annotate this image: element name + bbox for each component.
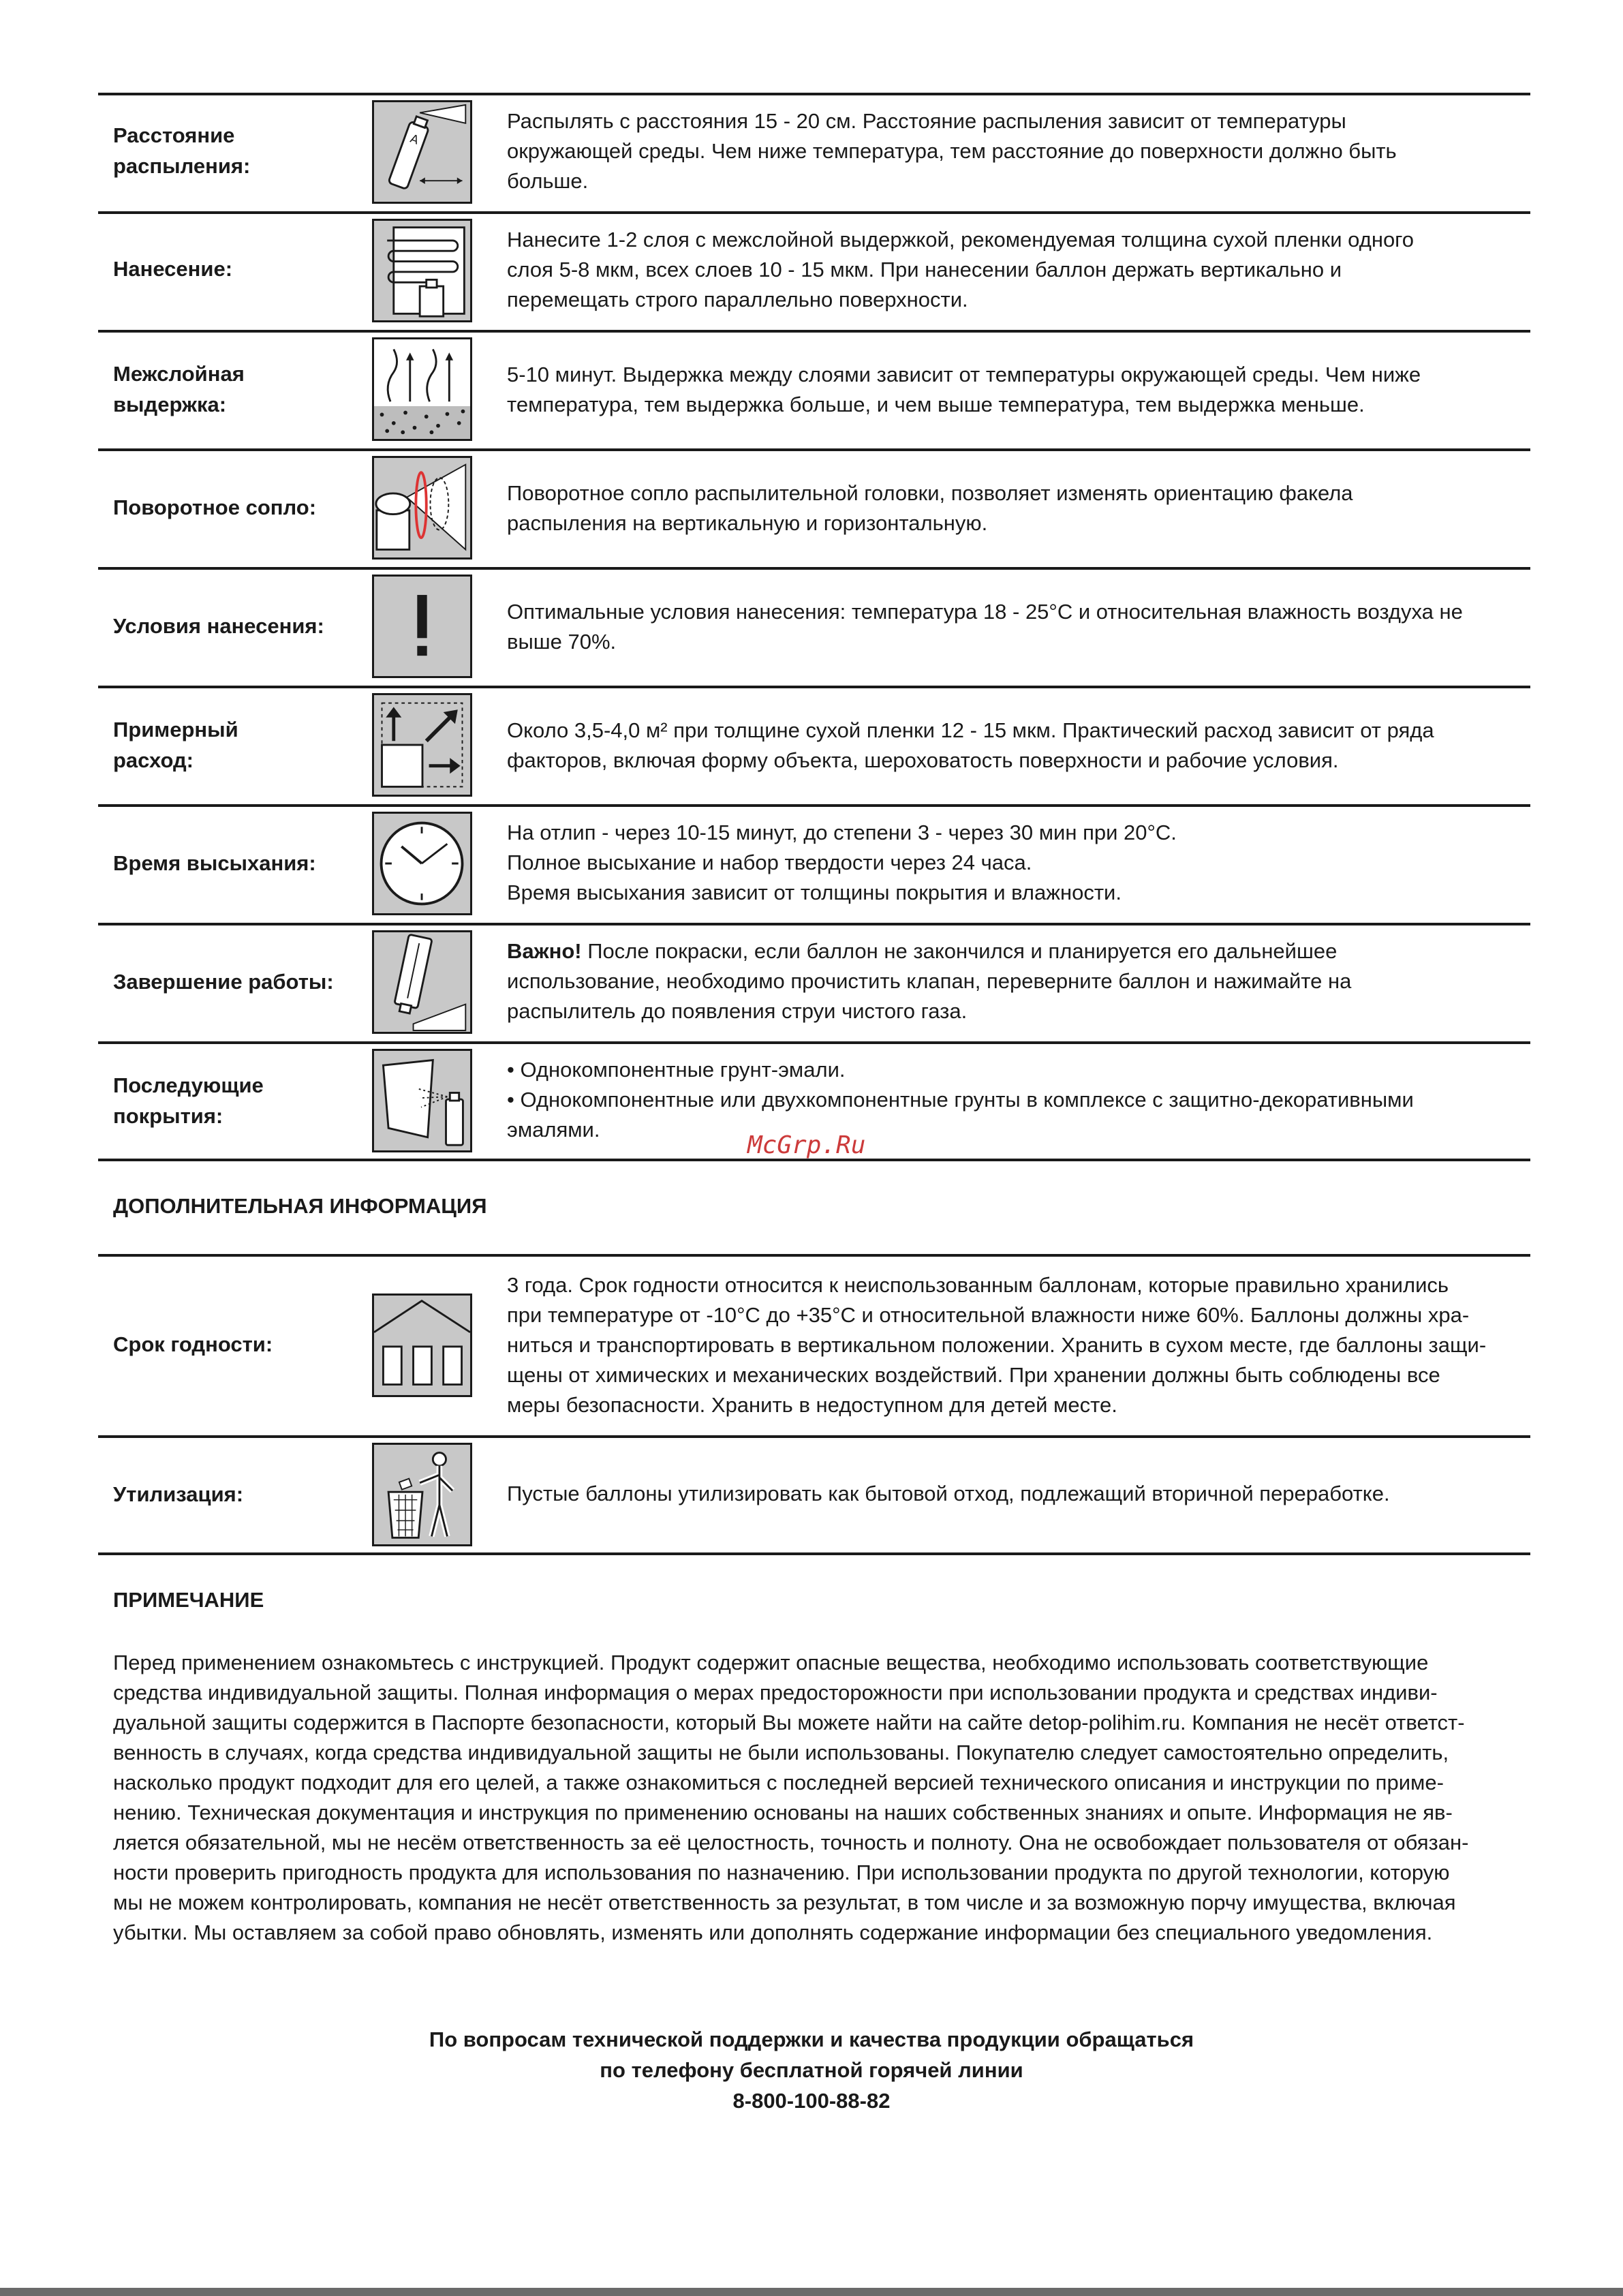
table-row [98, 567, 1530, 686]
row-description [507, 1055, 1623, 1145]
text-line: больше. [507, 169, 589, 193]
row-description [507, 106, 1623, 196]
row-description [507, 1479, 1623, 1509]
text-line: меры безопасности. Хранить в недоступном для детей месте. [507, 1393, 1117, 1417]
table-row [98, 93, 1530, 211]
text-line: слоя 5-8 мкм, всех слоев 10 - 15 мкм. При нанесении баллон держать вертикально и [507, 258, 1342, 281]
text-line: ности проверить пригодность продукта для использования по назначению. При использовании продукта по другой технологии, которую [113, 1861, 1450, 1884]
text-line: Перед применением ознакомьтесь с инструкцией. Продукт содержит опасные вещества, необходимо использовать соответствующие [113, 1651, 1429, 1674]
support-line: По вопросам технической поддержки и качества продукции обращаться [429, 2027, 1194, 2051]
row-label [113, 1479, 243, 1510]
row-description [507, 1270, 1623, 1420]
text-line: эмалями. [507, 1118, 600, 1142]
text-line: средства индивидуальной защиты. Полная информация о мерах предосторожности при использовании продукта и средствах индиви- [113, 1681, 1438, 1704]
row-label [113, 611, 324, 641]
page-bottom-edge [0, 2288, 1623, 2296]
row-label [113, 966, 334, 997]
row-label-line: Межслойная [113, 362, 245, 386]
support-line: по телефону бесплатной горячей линии [600, 2058, 1023, 2082]
text-line [507, 936, 1623, 966]
row-label [113, 1070, 264, 1131]
text-line: • Однокомпонентные грунт-эмали. [507, 1058, 846, 1082]
spray-distance-icon [372, 100, 472, 204]
text-line: убытки. Мы оставляем за собой право обновлять, изменять или дополнять содержание информации без специального уведомления. [113, 1920, 1433, 1944]
text-line: использование, необходимо прочистить клапан, переверните баллон и нажимайте на [507, 969, 1352, 993]
row-label-line: выдержка: [113, 393, 227, 416]
row-label-line: распыления: [113, 154, 251, 178]
row-label-line: Нанесение: [113, 257, 233, 281]
application-pattern-icon [372, 219, 472, 322]
row-label-line: Примерный [113, 718, 238, 741]
table-row [98, 923, 1530, 1041]
drying-layer-icon [372, 337, 472, 441]
text-line: Оптимальные условия нанесения: температура 18 - 25°С и относительная влажность воздуха не [507, 600, 1463, 624]
text-line: На отлип - через 10-15 минут, до степени 3 - через 30 мин при 20°С. [507, 821, 1177, 844]
text-line: Распылять с расстояния 15 - 20 см. Расстояние распыления зависит от температуры [507, 109, 1346, 133]
row-divider [98, 1552, 1530, 1555]
text-line: Время высыхания зависит от толщины покрытия и влажности. [507, 881, 1122, 904]
text-line: Около 3,5-4,0 м² при толщине сухой пленки 12 - 15 мкм. Практический расход зависит от ряда [507, 718, 1434, 742]
text-fragment: После покраски, если баллон не закончился и планируется его дальнейшее [581, 939, 1338, 963]
row-label [113, 848, 316, 878]
coverage-area-icon [372, 693, 472, 797]
text-line: выше 70%. [507, 630, 617, 654]
text-line: Нанесите 1-2 слоя с межслойной выдержкой, рекомендуемая толщина сухой пленки одного [507, 228, 1415, 251]
text-line: 3 года. Срок годности относится к неиспользованным баллонам, которые правильно хранились [507, 1273, 1449, 1297]
note-title: ПРИМЕЧАНИЕ [113, 1588, 264, 1612]
text-line: перемещать строго параллельно поверхности. [507, 288, 968, 311]
text-line: температура, тем выдержка больше, и чем выше температура, тем выдержка меньше. [507, 393, 1365, 416]
text-line: Поворотное сопло распылительной головки, позволяет изменять ориентацию факела [507, 481, 1353, 505]
row-description [507, 936, 1623, 1026]
row-label [113, 120, 250, 181]
table-row [98, 1254, 1530, 1435]
watermark: McGrp.Ru [747, 1131, 866, 1159]
row-label [113, 714, 238, 776]
row-label-line: Условия нанесения: [113, 614, 324, 638]
row-description [507, 225, 1623, 315]
text-line: ниться и транспортировать в вертикальном положении. Хранить в сухом месте, где баллоны защи- [507, 1333, 1487, 1357]
text-line: при температуре от -10°С до +35°С и относительной влажности ниже 60%. Баллоны должны хра- [507, 1303, 1470, 1327]
table-row [98, 804, 1530, 923]
text-line: Полное высыхание и набор твердости через 24 часа. [507, 851, 1032, 874]
text-line: • Однокомпонентные или двухкомпонентные грунты в комплексе с защитно-декоративными [507, 1088, 1414, 1112]
table-row [98, 1435, 1530, 1552]
warning-exclamation-icon [372, 575, 472, 678]
text-line: дуальной защиты содержится в Паспорте безопасности, который Вы можете найти на сайте detop-polihim.ru. Компания не несёт ответст- [113, 1711, 1465, 1734]
row-label-line: Утилизация: [113, 1482, 244, 1506]
table-row [98, 330, 1530, 448]
text-line: мы не можем контролировать, компания не несёт ответственность за результат, в том числе и за возможную порчу имущества, включая [113, 1891, 1456, 1914]
recycle-bin-icon [372, 1443, 472, 1546]
additional-info-title: ДОПОЛНИТЕЛЬНАЯ ИНФОРМАЦИЯ [113, 1194, 487, 1218]
important-prefix: Важно! [507, 939, 582, 963]
row-label [113, 492, 316, 523]
table-row [98, 686, 1530, 804]
inverted-can-icon [372, 930, 472, 1034]
row-label [113, 358, 245, 420]
text-line: насколько продукт подходит для его целей, а также ознакомиться с последней версией технического описания и инструкции по приме- [113, 1771, 1444, 1794]
row-label-line: Поворотное сопло: [113, 495, 317, 519]
row-label-line: Время высыхания: [113, 851, 316, 875]
row-description [507, 818, 1623, 908]
rotary-nozzle-icon [372, 456, 472, 560]
row-label-line: Последующие [113, 1073, 264, 1097]
support-contact [0, 2024, 1623, 2116]
row-description [507, 478, 1623, 538]
text-line: 5-10 минут. Выдержка между слоями зависит от температуры окружающей среды. Чем ниже [507, 363, 1421, 386]
row-description [507, 716, 1623, 776]
row-description [507, 360, 1623, 420]
text-line: щены от химических и механических воздействий. При хранении должны быть соблюдены все [507, 1363, 1440, 1387]
row-label-line: Завершение работы: [113, 970, 334, 994]
text-line: Пустые баллоны утилизировать как бытовой отход, подлежащий вторичной переработке. [507, 1482, 1390, 1505]
text-line: распылитель до появления струи чистого газа. [507, 999, 968, 1023]
table-row [98, 448, 1530, 567]
clock-icon [372, 812, 472, 915]
text-line: нению. Техническая документация и инструкция по применению основаны на наших собственных знаниях и опыте. Информация не яв- [113, 1801, 1453, 1824]
row-label-line: Расстояние [113, 123, 235, 147]
table-row [98, 211, 1530, 330]
spray-surface-icon [372, 1049, 472, 1152]
row-label-line: расход: [113, 748, 194, 772]
row-label [113, 254, 232, 284]
row-label [113, 1329, 273, 1360]
row-label-line: Срок годности: [113, 1332, 273, 1356]
text-line: распыления на вертикальную и горизонтальную. [507, 511, 988, 535]
svg-text:A: A [408, 132, 421, 148]
note-paragraph [113, 1648, 1530, 1948]
hotline-phone[interactable]: 8-800-100-88-82 [732, 2089, 891, 2113]
text-line: ляется обязательной, мы не несём ответственность за её целостность, точность и полноту. Она не освобождает пользователя от обязан- [113, 1831, 1469, 1854]
text-line: венность в случаях, когда средства индивидуальной защиты не были использованы. Покупателю следует самостоятельно определить, [113, 1741, 1449, 1764]
text-line: факторов, включая форму объекта, шероховатость поверхности и рабочие условия. [507, 748, 1339, 772]
row-label-line: покрытия: [113, 1104, 223, 1128]
storage-house-icon [372, 1294, 472, 1397]
row-description [507, 597, 1623, 657]
text-line: окружающей среды. Чем ниже температура, тем расстояние до поверхности должно быть [507, 139, 1397, 163]
